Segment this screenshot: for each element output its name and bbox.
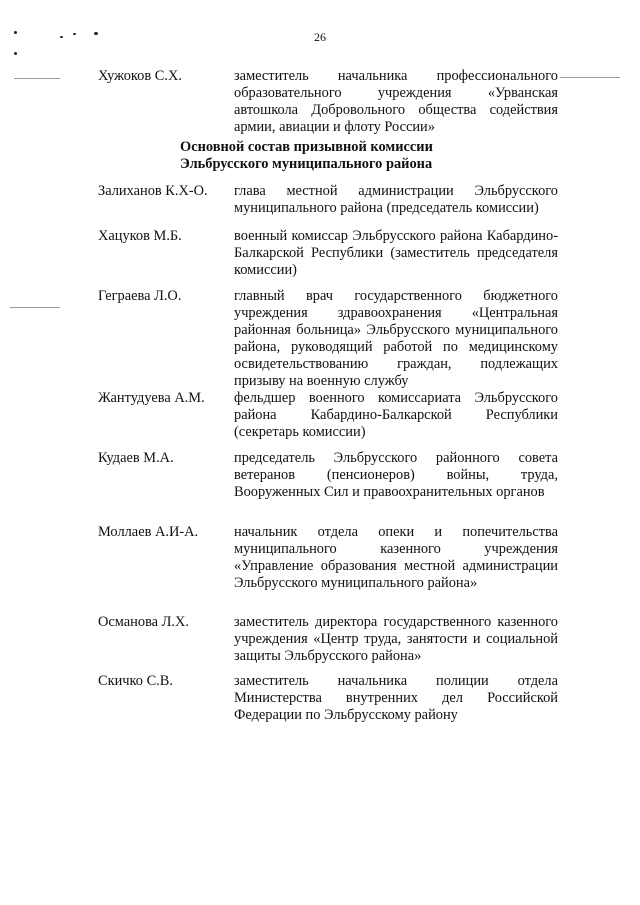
section-title-line: Эльбрусского муниципального района <box>180 156 433 172</box>
member-entry <box>98 183 558 217</box>
member-position: глава местной администрации Эльбрусского муниципального района (председатель комиссии) <box>234 183 558 216</box>
scan-line <box>560 77 620 78</box>
scan-line <box>10 307 60 308</box>
member-name: Залиханов К.Х-О. <box>98 183 208 199</box>
member-position: начальник отдела опеки и попечительства муниципального казенного учреждения «Управление образования местной администрации Эльбрусского муниципального района» <box>234 524 558 591</box>
member-position: председатель Эльбрусского районного совета ветеранов (пенсионеров) войны, труда, Вооруженных Сил и правоохранительных органов <box>234 450 558 500</box>
member-name: Османова Л.Х. <box>98 614 190 630</box>
member-entry <box>98 524 558 592</box>
member-entry <box>98 673 558 724</box>
member-name: Моллаев А.И-А. <box>98 524 199 540</box>
member-entry <box>98 68 558 136</box>
section-title-line: Основной состав призывной комиссии <box>180 139 433 155</box>
member-entry <box>98 390 558 441</box>
member-name: Хужоков С.Х. <box>98 68 182 84</box>
member-position: заместитель директора государственного казенного учреждения «Центр труда, занятости и социальной защиты Эльбрусского района» <box>234 614 558 664</box>
member-name: Хацуков М.Б. <box>98 228 182 244</box>
member-position: главный врач государственного бюджетного учреждения здравоохранения «Центральная районная больница» Эльбрусского муниципального района, руководящий работой по медицинскому освидетельствованию граждан, подлежащих призыву на военную службу <box>234 288 558 389</box>
scan-line <box>14 78 60 79</box>
page-number: 26 <box>314 30 326 44</box>
member-position: военный комиссар Эльбрусского района Кабардино-Балкарской Республики (заместитель председателя комиссии) <box>234 228 558 278</box>
scan-speck <box>14 52 17 55</box>
section-title <box>180 139 480 173</box>
member-position: заместитель начальника профессионального образовательного учреждения «Урванская автошкола Добровольного общества содействия армии, авиации и флоту России» <box>234 68 558 135</box>
member-position: заместитель начальника полиции отдела Министерства внутренних дел Российской Федерации по Эльбрусскому району <box>234 673 558 723</box>
member-name: Кудаев М.А. <box>98 450 174 466</box>
member-entry <box>98 614 558 665</box>
member-entry <box>98 228 558 279</box>
member-entry <box>98 450 558 501</box>
member-name: Геграева Л.О. <box>98 288 182 304</box>
member-name: Скичко С.В. <box>98 673 173 689</box>
member-name: Жантудуева А.М. <box>98 390 205 406</box>
member-position: фельдшер военного комиссариата Эльбрусского района Кабардино-Балкарской Республики (секретарь комиссии) <box>234 390 558 440</box>
member-entry <box>98 288 558 390</box>
